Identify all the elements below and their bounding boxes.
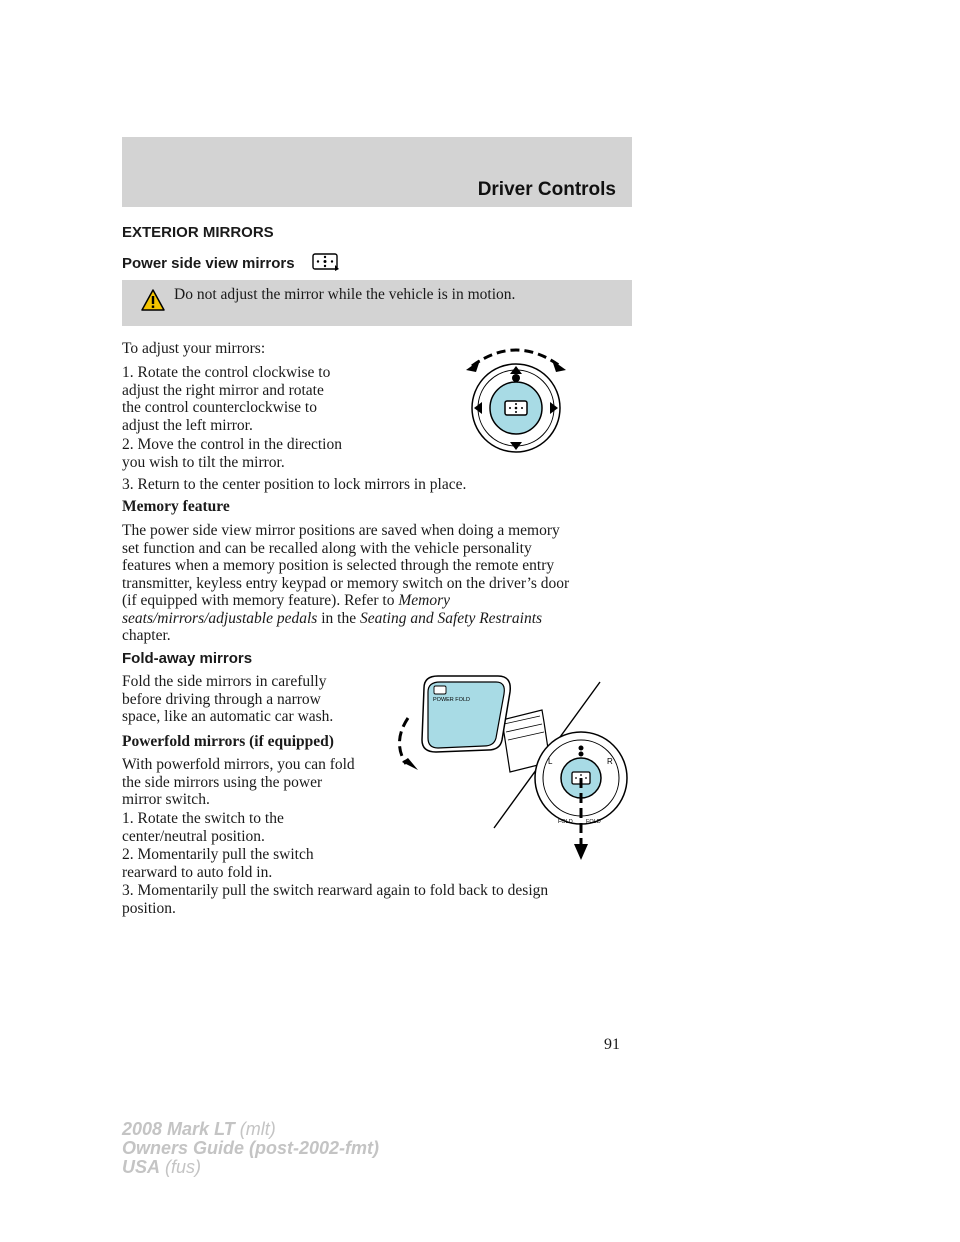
- step-line: adjust the left mirror.: [122, 416, 253, 434]
- text-line: With powerfold mirrors, you can fold: [122, 756, 355, 773]
- footer-guide: Owners Guide (post-2002-fmt): [122, 1138, 380, 1158]
- reference-chapter: Seating and Safety Restraints: [359, 609, 543, 627]
- step-line: rearward to auto fold in.: [122, 863, 273, 881]
- adjust-step-2: [122, 436, 452, 471]
- adjust-step-1: [122, 364, 452, 434]
- subsection-title-power-mirrors: [122, 255, 295, 272]
- footer-market-code: (fus): [160, 1157, 202, 1177]
- warning-triangle-icon: [140, 288, 166, 312]
- warning-box: [122, 280, 632, 326]
- powerfold-step-1: [122, 810, 422, 845]
- page-number: 91: [604, 1036, 620, 1053]
- warning-text: Do not adjust the mirror while the vehicle is in motion.: [174, 286, 516, 303]
- step-line: 2. Momentarily pull the switch: [122, 846, 314, 863]
- step-line: 2. Move the control in the direction: [122, 436, 342, 453]
- fold-label-2: FOLD: [586, 819, 601, 825]
- text-line: The power side view mirror positions are saved when doing a memory: [122, 522, 560, 539]
- step-line: center/neutral position.: [122, 827, 265, 845]
- text-line: space, like an automatic car wash.: [122, 708, 334, 725]
- text-line: (if equipped with memory feature). Refer to: [122, 592, 395, 609]
- text-line: set function and can be recalled along with the vehicle personality: [122, 539, 532, 557]
- reference-memory: Memory: [398, 592, 450, 609]
- powerfold-step-3: [122, 882, 632, 917]
- mirror-label: POWER FOLD: [433, 697, 470, 703]
- text-line: mirror switch.: [122, 791, 210, 808]
- text-in-the: in the: [317, 609, 360, 627]
- footer-model: 2008 Mark LT: [122, 1119, 235, 1139]
- text-line: the side mirrors using the power: [122, 773, 323, 791]
- reference-memory-cont: seats/mirrors/adjustable pedals: [122, 609, 318, 627]
- footer-market: USA: [122, 1157, 161, 1177]
- footer-model-code: (mlt): [234, 1119, 276, 1139]
- step-line: 1. Rotate the control clockwise to: [122, 364, 331, 381]
- memory-feature-title: Memory feature: [122, 498, 230, 515]
- adjust-step-3: 3. Return to the center position to lock mirrors in place.: [122, 476, 467, 493]
- powerfold-title: Powerfold mirrors (if equipped): [122, 733, 334, 750]
- text-line: Fold the side mirrors in carefully: [122, 673, 327, 690]
- mirror-control-diagram: [458, 338, 576, 458]
- step-line: adjust the right mirror and rotate: [122, 381, 324, 399]
- header-band: [122, 137, 632, 207]
- power-fold-icon: [434, 686, 446, 694]
- text-line: chapter.: [122, 627, 171, 644]
- step-line: 1. Rotate the switch to the: [122, 810, 284, 827]
- fold-label: FOLD: [558, 819, 573, 825]
- foldaway-title: Fold-away mirrors: [122, 650, 253, 667]
- mirror-control-icon: [311, 251, 341, 273]
- text-line: transmitter, keyless entry keypad or memory switch on the driver’s door: [122, 574, 570, 592]
- footer: [122, 1120, 379, 1177]
- foldaway-text: [122, 673, 422, 726]
- chapter-title: Driver Controls: [477, 179, 616, 200]
- powerfold-step-2: [122, 846, 422, 881]
- adjust-intro: To adjust your mirrors:: [122, 340, 266, 357]
- text-line: before driving through a narrow: [122, 690, 321, 708]
- subsection-title-text: Power side view mirrors: [122, 255, 295, 272]
- right-label: R: [607, 757, 613, 766]
- step-line: 3. Momentarily pull the switch rearward again to fold back to design: [122, 882, 549, 899]
- memory-feature-text: [122, 522, 632, 645]
- left-label: L: [548, 757, 553, 766]
- step-line: the control counterclockwise to: [122, 399, 317, 416]
- step-line: you wish to tilt the mirror.: [122, 453, 285, 471]
- powerfold-diagram: [390, 672, 635, 868]
- powerfold-text: [122, 756, 422, 809]
- step-line: position.: [122, 899, 176, 917]
- section-title: EXTERIOR MIRRORS: [122, 224, 274, 241]
- text-line: features when a memory position is selected through the remote entry: [122, 557, 555, 574]
